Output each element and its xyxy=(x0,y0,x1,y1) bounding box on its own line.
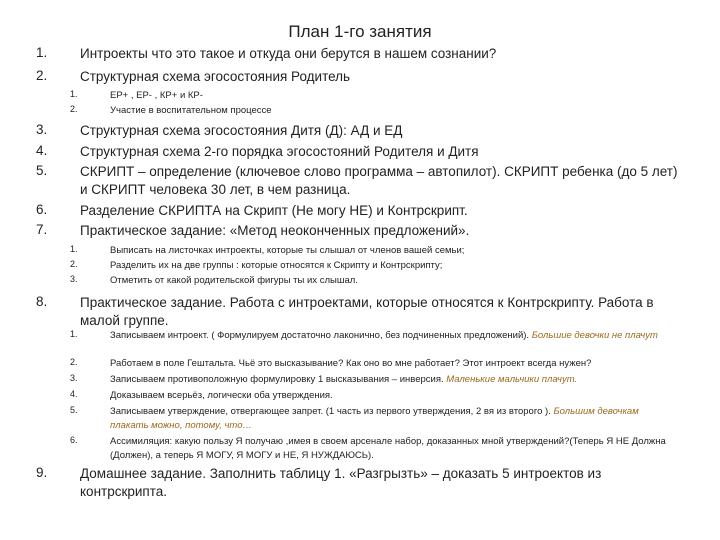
item-text: Доказываем всерьёз, логически оба утверждения. xyxy=(110,390,333,401)
item-number: 5. xyxy=(70,405,78,415)
item-number: 2. xyxy=(70,104,78,114)
item-number: 4. xyxy=(70,389,78,399)
item-text: Разделение СКРИПТА на Скрипт (Не могу НЕ) и Контрскрипт. xyxy=(80,203,468,218)
item-text: Отметить от какой родительской фигуры ты их слышал. xyxy=(110,275,358,286)
item-text: Структурная схема эгосостояния Родитель xyxy=(80,69,351,84)
item-text xyxy=(110,329,670,343)
item-text: Практическое задание: «Метод неоконченных предложений». xyxy=(80,223,470,238)
item-number: 3. xyxy=(36,122,48,137)
item-main-text: Записываем утверждение, отвергающее запрет. (1 часть из первого утверждения, 2 вя из второго ). xyxy=(110,406,554,417)
item-number: 8. xyxy=(36,294,48,309)
slide-title: План 1-го занятия xyxy=(288,22,432,41)
item-number: 2. xyxy=(70,259,78,269)
item-text: Домашнее задание. Заполнить таблицу 1. «Разгрызть» – доказать 5 интроектов из контрскрипта. xyxy=(80,466,602,499)
item-number: 1. xyxy=(36,45,48,60)
item-text xyxy=(110,405,670,433)
item-text: Работаем в поле Гештальта. Чьё это высказывание? Как оно во мне работает? Этот интроект всегда нужен? xyxy=(110,358,592,369)
item-main-text: Записываем противоположную формулировку 1 высказывания – инверсия. xyxy=(110,374,447,385)
item-number: 9. xyxy=(36,465,48,480)
item-number: 7. xyxy=(36,222,48,237)
item-number: 1. xyxy=(70,89,78,99)
item-number: 6. xyxy=(36,202,48,217)
item-number: 2. xyxy=(70,357,78,367)
item-example-text: Большие девочки не плачут xyxy=(531,330,658,341)
item-text: Интроекты что это такое и откуда они берутся в нашем сознании? xyxy=(80,46,497,61)
item-number: 1. xyxy=(70,244,78,254)
item-number: 4. xyxy=(36,143,48,158)
item-text: Участие в воспитательном процессе xyxy=(110,105,272,116)
item-number: 6. xyxy=(70,435,78,445)
item-example-text: Маленькие мальчики плачут. xyxy=(446,374,578,385)
item-number: 3. xyxy=(70,274,78,284)
item-number: 2. xyxy=(36,68,48,83)
item-text: Выписать на листочках интроекты, которые ты слышал от членов вашей семьи; xyxy=(110,245,465,256)
item-text: Структурная схема эгосостояния Дитя (Д): АД и ЕД xyxy=(80,123,403,138)
item-text: Разделить их на две группы : которые относятся к Скрипту и Контрскрипту; xyxy=(110,260,443,271)
item-text: Практическое задание. Работа с интроектами, которые относятся к Контрскрипту. Работа в малой группе. xyxy=(80,295,654,328)
item-number: 5. xyxy=(36,163,48,178)
item-main-text: Записываем интроект. ( Формулируем достаточно лаконично, без подчиненных предложений). xyxy=(110,330,532,341)
item-number: 1. xyxy=(70,329,78,339)
item-text xyxy=(110,373,670,387)
item-example-text: Большим девочкам плакать можно, потому, что… xyxy=(110,406,639,431)
item-text: Структурная схема 2-го порядка эгосостояний Родителя и Дитя xyxy=(80,144,479,159)
item-text: Ассимиляция: какую пользу Я получаю ,имея в своем арсенале набор, доказанных мной утверждений?(Теперь Я НЕ Должна (Должен), а теперь Я МОГУ, Я МОГУ и НЕ, Я НУЖДАЮСЬ). xyxy=(110,436,666,461)
item-text: ЕР+ , ЕР- , КР+ и КР- xyxy=(110,90,203,101)
item-text: СКРИПТ – определение (ключевое слово программа – автопилот). СКРИПТ ребенка (до 5 лет) и СКРИПТ человека 30 лет, в чем разница. xyxy=(80,164,678,197)
item-number: 3. xyxy=(70,373,78,383)
